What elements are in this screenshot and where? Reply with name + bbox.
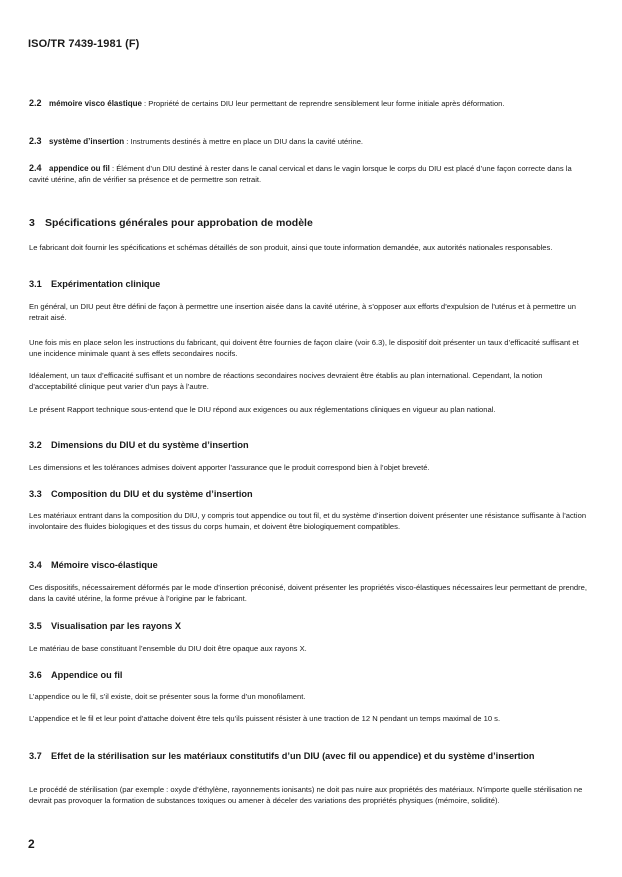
subsection-title: Appendice ou fil xyxy=(51,670,123,680)
definition-number: 2.4 xyxy=(29,163,42,173)
definition-2-3 xyxy=(29,136,591,147)
definition-2-4 xyxy=(29,163,591,186)
section-number: 3 xyxy=(29,217,35,229)
section-3-intro: Le fabricant doit fournir les spécifications et schémas détaillés de son produit, ainsi que toute information demandée, aux autorités nationales responsables. xyxy=(29,243,553,252)
definition-term: système d’insertion xyxy=(49,137,125,146)
subsection-title: Dimensions du DIU et du système d’insertion xyxy=(51,440,249,450)
subsection-title: Composition du DIU et du système d’insertion xyxy=(51,489,253,499)
subsection-number: 3.5 xyxy=(29,621,42,631)
definition-text: : Propriété de certains DIU leur permettant de reprendre sensiblement leur forme initiale après déformation. xyxy=(141,99,505,108)
paragraph: L’appendice et le fil et leur point d’attache doivent être tels qu’ils puissent résister à une traction de 12 N pendant un temps maximal de 10 s. xyxy=(29,714,501,723)
subsection-3-6-heading xyxy=(29,669,589,681)
definition-term: mémoire visco élastique xyxy=(49,99,142,108)
paragraph: L’appendice ou le fil, s’il existe, doit se présenter sous la forme d’un monofilament. xyxy=(29,692,306,701)
subsection-title: Effet de la stérilisation sur les matériaux constitutifs d’un DIU (avec fil ou appendice) et du système d’insertion xyxy=(51,751,535,761)
paragraph: Ces dispositifs, nécessairement déformés par le mode d’insertion préconisé, doivent présenter les propriétés visco-élastiques nécessaires leur permettant de prendre, dans la cavité utérine, la forme prévue à l’origine par le fabricant. xyxy=(29,583,587,604)
subsection-number: 3.3 xyxy=(29,489,42,499)
subsection-3-7-heading xyxy=(29,750,589,762)
paragraph: Une fois mis en place selon les instructions du fabricant, qui doivent être fournies de façon claire (voir 6.3), le dispositif doit présenter un taux d’efficacité suffisant et une incidence minimale quant à ses effets secondaires nocifs. xyxy=(29,338,579,359)
section-3-heading xyxy=(29,217,313,229)
paragraph: Le présent Rapport technique sous-entend que le DIU répond aux exigences ou aux réglementations cliniques en vigueur au plan national. xyxy=(29,405,496,414)
page-number: 2 xyxy=(28,837,35,851)
definition-term: appendice ou fil xyxy=(49,164,110,173)
subsection-number: 3.2 xyxy=(29,440,42,450)
subsection-3-4-heading xyxy=(29,559,589,571)
subsection-title: Expérimentation clinique xyxy=(51,279,161,289)
paragraph: En général, un DIU peut être défini de façon à permettre une insertion aisée dans la cavité utérine, à s’opposer aux efforts d’expulsion de l’utérus et à permettre un retrait aisé. xyxy=(29,302,576,323)
subsection-title: Visualisation par les rayons X xyxy=(51,621,182,631)
subsection-number: 3.4 xyxy=(29,560,42,570)
paragraph: Le matériau de base constituant l’ensemble du DIU doit être opaque aux rayons X. xyxy=(29,644,307,653)
subsection-3-2-heading xyxy=(29,439,589,451)
subsection-3-5-heading xyxy=(29,620,589,632)
subsection-number: 3.7 xyxy=(29,751,42,761)
paragraph: Idéalement, un taux d’efficacité suffisant et un nombre de réactions secondaires nocives devraient être établis au plan international. Cependant, la notion d’acceptabilité clinique peut varier d’un pays à l’autre. xyxy=(29,371,543,392)
subsection-title: Mémoire visco-élastique xyxy=(51,560,158,570)
paragraph: Les dimensions et les tolérances admises doivent apporter l’assurance que le produit correspond bien à l’objet breveté. xyxy=(29,463,430,472)
subsection-3-3-heading xyxy=(29,488,589,500)
definition-text: : Élément d’un DIU destiné à rester dans le canal cervical et dans le vagin lorsque le corps du DIU est placé d’une façon correcte dans la cavité utérine, afin de vérifier sa présence et de permettre son retrait. xyxy=(29,164,572,185)
definition-number: 2.2 xyxy=(29,98,42,108)
definition-number: 2.3 xyxy=(29,136,42,146)
document-id: ISO/TR 7439-1981 (F) xyxy=(28,38,140,50)
subsection-3-1-heading xyxy=(29,278,589,290)
subsection-number: 3.6 xyxy=(29,670,42,680)
subsection-number: 3.1 xyxy=(29,279,42,289)
paragraph: Les matériaux entrant dans la composition du DIU, y compris tout appendice ou tout fil, et du système d’insertion doivent présenter une résistance suffisante à l’action involontaire des fluides biologiques et des tissus du corps humain, et doivent être biologiquement compatibles. xyxy=(29,511,587,532)
section-title: Spécifications générales pour approbation de modèle xyxy=(45,217,313,229)
paragraph: Le procédé de stérilisation (par exemple : oxyde d’éthylène, rayonnements ionisants) ne doit pas nuire aux propriétés des matériaux. N’importe quelle stérilisation ne devrait pas provoquer la formation de substances toxiques ou amener à déceler des variations des propriétés physiques (mémoire, solidité). xyxy=(29,785,583,806)
definition-text: : Instruments destinés à mettre en place un DIU dans la cavité utérine. xyxy=(124,137,364,146)
definition-2-2 xyxy=(29,98,591,109)
